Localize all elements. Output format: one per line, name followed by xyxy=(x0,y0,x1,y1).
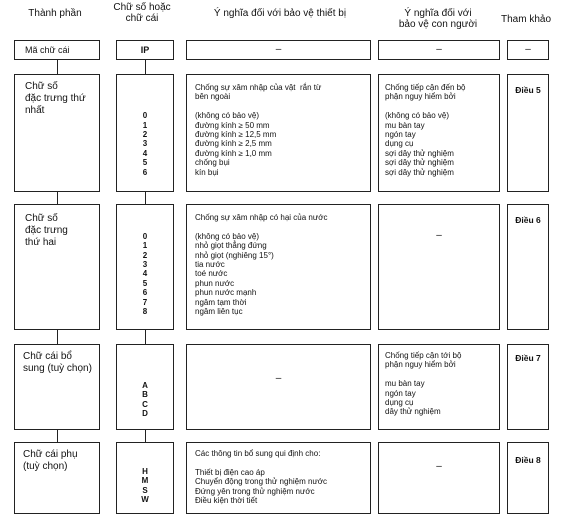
component-label: Chữ số đặc trưng thứ nhất xyxy=(25,81,86,116)
component-label: Chữ cái phụ (tuỳ chọn) xyxy=(23,449,78,472)
reference-text: Điều 5 xyxy=(515,85,541,95)
equipment-box-second-digit xyxy=(186,204,371,330)
reference-box-supplementary-letter xyxy=(507,442,549,514)
persons-dash: – xyxy=(436,461,442,472)
component-box-supplementary-letter xyxy=(14,442,100,514)
connector-line xyxy=(57,330,58,344)
component-box-second-digit xyxy=(14,204,100,330)
connector-line xyxy=(57,192,58,204)
code-box-first-digit xyxy=(116,74,174,192)
equipment-text: Các thông tin bổ sung qui định cho: Thiết bị điện cao áp Chuyển động trong thử nghiệm nước Đứng yên trong thử nghiệm nước Điều kiện thời tiết xyxy=(195,449,328,506)
persons-dash: – xyxy=(436,44,442,55)
header-equipment: Ý nghĩa đối với bảo vệ thiết bị xyxy=(213,8,347,19)
persons-text: Chống tiếp cận đến bộ phận nguy hiểm bởi (không có bảo vệ) mu bàn tay ngón tay dụng cụ sợi dây thử nghiệm sợi dây thử nghiệm sợi dây thử nghiệm xyxy=(385,83,466,177)
equipment-text: Chống sự xâm nhập có hại của nước (không có bảo vệ) nhỏ giọt thẳng đứng nhỏ giọt (nghiêng 15°) tia nước toé nước phun nước phun nước mạnh ngâm tạm thời ngâm liên tục xyxy=(195,213,328,317)
component-box-additional-letter xyxy=(14,344,100,430)
code-box-supplementary-letter xyxy=(116,442,174,514)
equipment-dash: – xyxy=(275,44,282,55)
connector-line xyxy=(145,192,146,204)
reference-text: Điều 6 xyxy=(515,215,541,225)
persons-box-supplementary-letter xyxy=(378,442,500,514)
code-box-additional-letter xyxy=(116,344,174,430)
code-box-second-digit xyxy=(116,204,174,330)
connector-line xyxy=(145,60,146,74)
component-label: Chữ số đặc trưng thứ hai xyxy=(25,213,68,248)
component-box-first-digit xyxy=(14,74,100,192)
equipment-box-supplementary-letter xyxy=(186,442,371,514)
connector-line xyxy=(57,430,58,442)
reference-text: Điều 7 xyxy=(515,353,541,363)
equipment-text: Chống sự xâm nhập của vật rắn từ bên ngoài (không có bảo vệ) đường kính ≥ 50 mm đường kính ≥ 12,5 mm đường kính ≥ 2,5 mm đường kính ≥ 1,0 mm chống bụi kín bụi xyxy=(195,83,322,177)
connector-line xyxy=(57,60,58,74)
reference-dash: – xyxy=(525,44,531,55)
persons-text: Chống tiếp cận tới bộ phận nguy hiểm bởi mu bàn tay ngón tay dụng cụ dây thử nghiệm xyxy=(385,351,462,417)
equipment-box-ip xyxy=(186,40,371,60)
component-label: Chữ cái bổ sung (tuỳ chọn) xyxy=(23,351,92,374)
code-list: A B C D xyxy=(142,381,148,419)
reference-box-ip xyxy=(507,40,549,60)
equipment-box-additional-letter xyxy=(186,344,371,430)
persons-box-second-digit xyxy=(378,204,500,330)
code-list: 0 1 2 3 4 5 6 xyxy=(142,111,148,177)
component-box-letter-code xyxy=(14,40,100,60)
persons-dash: – xyxy=(436,230,442,241)
equipment-box-first-digit xyxy=(186,74,371,192)
code-ip: IP xyxy=(140,45,150,55)
code-list: H M S W xyxy=(141,467,149,505)
header-persons: Ý nghĩa đối với bảo vệ con người xyxy=(398,8,478,30)
header-code: Chữ số hoặc chữ cái xyxy=(113,2,171,24)
connector-line xyxy=(145,430,146,442)
header-reference: Tham khảo xyxy=(500,14,552,25)
persons-box-additional-letter xyxy=(378,344,500,430)
header-component: Thành phần xyxy=(28,8,82,19)
persons-box-first-digit xyxy=(378,74,500,192)
reference-text: Điều 8 xyxy=(515,455,541,465)
equipment-dash: – xyxy=(275,373,282,384)
persons-box-ip xyxy=(378,40,500,60)
connector-line xyxy=(145,330,146,344)
reference-box-additional-letter xyxy=(507,344,549,430)
reference-box-first-digit xyxy=(507,74,549,192)
code-box-ip xyxy=(116,40,174,60)
code-list: 0 1 2 3 4 5 6 7 8 xyxy=(142,231,148,317)
reference-box-second-digit xyxy=(507,204,549,330)
component-label: Mã chữ cái xyxy=(25,45,70,55)
